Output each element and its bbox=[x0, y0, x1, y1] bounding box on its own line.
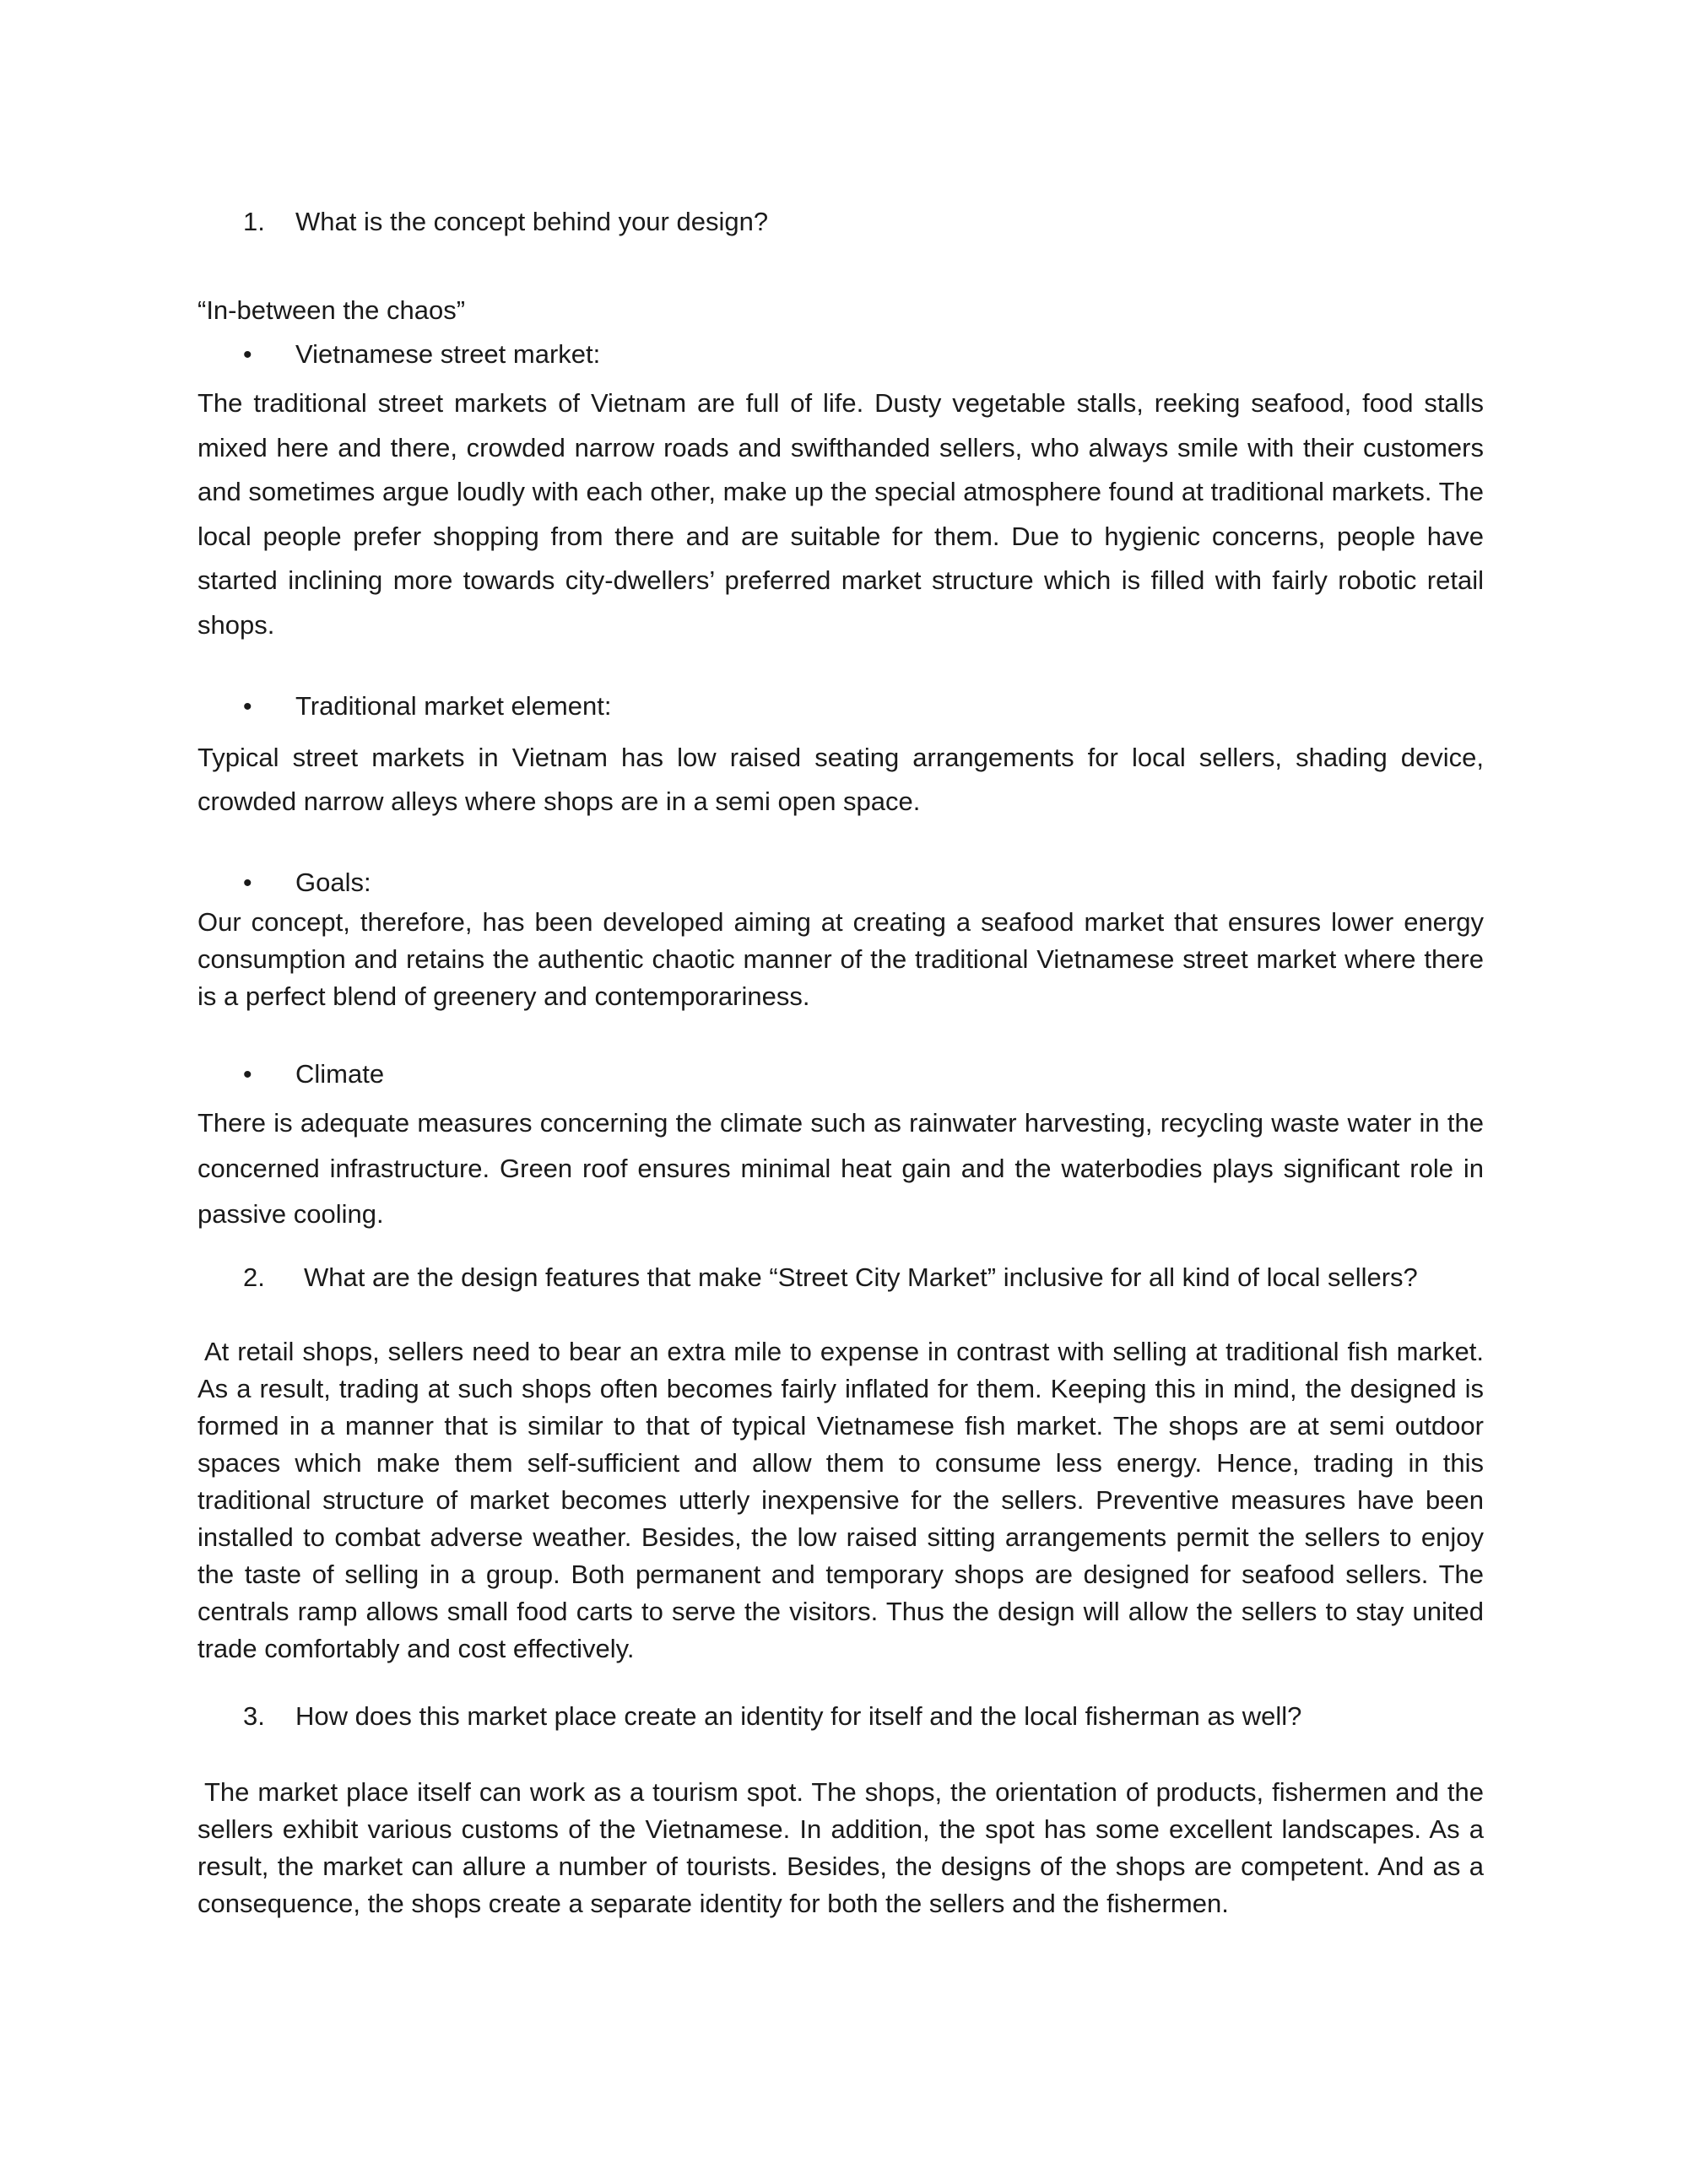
bullet-street-market bbox=[243, 338, 600, 372]
answer-3: The market place itself can work as a tourism spot. The shops, the orientation of products, fishermen and the sellers exhibit various customs of the Vietnamese. In addition, the spot has some excellent landscapes. As a result, the market can allure a number of tourists. Besides, the designs of the shops are competent. And as a consequence, the shops create a separate identity for both the sellers and the fishermen. bbox=[197, 1777, 1484, 1918]
bullet-heading: Climate bbox=[295, 1059, 385, 1089]
question-1 bbox=[243, 205, 768, 239]
bullet-icon: • bbox=[243, 1061, 252, 1089]
bullet-heading: Goals: bbox=[295, 868, 371, 897]
question-number: 1. bbox=[243, 207, 265, 236]
question-text: What are the design features that make “Street City Market” inclusive for all kind of local sellers? bbox=[304, 1262, 1418, 1292]
concept-tagline: “In-between the chaos” bbox=[197, 295, 466, 325]
bullet-icon: • bbox=[243, 341, 252, 369]
paragraph-goals: Our concept, therefore, has been developed aiming at creating a seafood market that ensures lower energy consumption and retains the authentic chaotic manner of the traditional Vietnamese street market where there is a perfect blend of greenery and contemporariness. bbox=[197, 907, 1484, 1011]
question-number: 3. bbox=[243, 1701, 265, 1731]
paragraph-street-market: The traditional street markets of Vietnam are full of life. Dusty vegetable stalls, reeking seafood, food stalls mixed here and there, crowded narrow roads and swifthanded sellers, who always smile with their customers and sometimes argue loudly with each other, make up the special atmosphere found at traditional markets. The local people prefer shopping from there and are suitable for them. Due to hygienic concerns, people have started inclining more towards city-dwellers’ preferred market structure which is filled with fairly robotic retail shops. bbox=[197, 388, 1484, 640]
question-number: 2. bbox=[243, 1262, 265, 1292]
bullet-heading: Vietnamese street market: bbox=[295, 339, 601, 369]
question-3 bbox=[243, 1700, 1301, 1733]
bullet-market-element bbox=[243, 689, 611, 724]
bullet-icon: • bbox=[243, 869, 252, 897]
question-2 bbox=[243, 1261, 1418, 1295]
bullet-goals bbox=[243, 866, 371, 900]
paragraph-climate: There is adequate measures concerning the climate such as rainwater harvesting, recycling waste water in the concerned infrastructure. Green roof ensures minimal heat gain and the waterbodies plays significant role in passive cooling. bbox=[197, 1108, 1484, 1229]
bullet-climate bbox=[243, 1057, 384, 1092]
question-text: How does this market place create an identity for itself and the local fisherman as well? bbox=[295, 1701, 1302, 1731]
answer-2: At retail shops, sellers need to bear an extra mile to expense in contrast with selling at traditional fish market. As a result, trading at such shops often becomes fairly inflated for them. Keeping this in mind, the designed is formed in a manner that is similar to that of typical Vietnamese fish market. The shops are at semi outdoor spaces which make them self-sufficient and allow them to consume less energy. Hence, trading in this traditional structure of market becomes utterly inexpensive for the sellers. Preventive measures have been installed to combat adverse weather. Besides, the low raised sitting arrangements permit the sellers to enjoy the taste of selling in a group. Both permanent and temporary shops are designed for seafood sellers. The centrals ramp allows small food carts to serve the visitors. Thus the design will allow the sellers to stay united trade comfortably and cost effectively. bbox=[197, 1337, 1484, 1663]
bullet-heading: Traditional market element: bbox=[295, 691, 612, 721]
bullet-icon: • bbox=[243, 693, 252, 721]
paragraph-market-element: Typical street markets in Vietnam has low raised seating arrangements for local sellers, shading device, crowded narrow alleys where shops are in a semi open space. bbox=[197, 743, 1484, 816]
question-text: What is the concept behind your design? bbox=[295, 207, 769, 236]
